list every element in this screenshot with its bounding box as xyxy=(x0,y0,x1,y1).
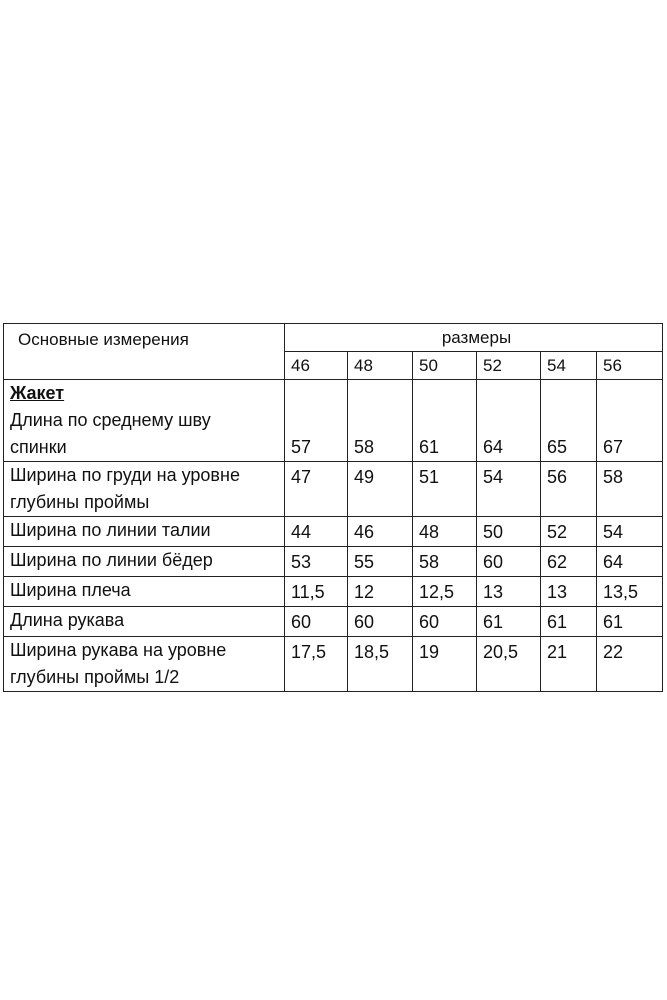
measurement-label xyxy=(4,577,285,607)
value-cell-size-54: 62 xyxy=(541,547,597,577)
value-cell-size-56: 58 xyxy=(597,462,663,517)
value-cell-size-56: 61 xyxy=(597,607,663,637)
table-row xyxy=(4,577,663,607)
header-measurements-label: Основные измерения xyxy=(4,324,285,380)
size-header-54: 54 xyxy=(541,352,597,380)
size-header-46: 46 xyxy=(285,352,348,380)
value-cell-size-48: 55 xyxy=(348,547,413,577)
value-cell-size-50: 51 xyxy=(413,462,477,517)
measurement-label-line: Ширина плеча xyxy=(10,580,131,600)
table-row xyxy=(4,517,663,547)
measurement-label xyxy=(4,607,285,637)
measurement-label xyxy=(4,380,285,462)
measurement-label xyxy=(4,547,285,577)
value-cell-size-50: 19 xyxy=(413,637,477,692)
measurement-label-line: Ширина по линии бёдер xyxy=(10,550,213,570)
value-cell-size-46: 60 xyxy=(285,607,348,637)
value-cell-size-48: 58 xyxy=(348,380,413,462)
table-row xyxy=(4,637,663,692)
value-cell-size-46: 17,5 xyxy=(285,637,348,692)
value-cell-size-48: 49 xyxy=(348,462,413,517)
value-cell-size-56: 64 xyxy=(597,547,663,577)
measurement-label-line: Ширина по груди на уровне xyxy=(10,465,240,485)
measurement-label xyxy=(4,462,285,517)
table-row xyxy=(4,607,663,637)
value-cell-size-54: 52 xyxy=(541,517,597,547)
measurement-label-line: Ширина по линии талии xyxy=(10,520,211,540)
value-cell-size-52: 64 xyxy=(477,380,541,462)
value-cell-size-52: 60 xyxy=(477,547,541,577)
measurement-label-line: глубины проймы 1/2 xyxy=(10,667,180,687)
value-cell-size-46: 44 xyxy=(285,517,348,547)
value-cell-size-50: 48 xyxy=(413,517,477,547)
value-cell-size-50: 58 xyxy=(413,547,477,577)
value-cell-size-54: 56 xyxy=(541,462,597,517)
value-cell-size-50: 12,5 xyxy=(413,577,477,607)
value-cell-size-46: 47 xyxy=(285,462,348,517)
header-row xyxy=(4,324,663,352)
value-cell-size-52: 54 xyxy=(477,462,541,517)
size-header-52: 52 xyxy=(477,352,541,380)
measurement-label xyxy=(4,517,285,547)
value-cell-size-54: 21 xyxy=(541,637,597,692)
measurement-label-line: глубины проймы xyxy=(10,492,150,512)
measurement-label-line: Длина по среднему шву xyxy=(10,410,211,430)
table-row xyxy=(4,380,663,462)
table-row xyxy=(4,462,663,517)
size-header-50: 50 xyxy=(413,352,477,380)
table-body xyxy=(4,324,663,692)
measurement-label-line: Ширина рукава на уровне xyxy=(10,640,227,660)
measurement-label xyxy=(4,637,285,692)
value-cell-size-48: 60 xyxy=(348,607,413,637)
value-cell-size-48: 46 xyxy=(348,517,413,547)
value-cell-size-56: 22 xyxy=(597,637,663,692)
value-cell-size-46: 11,5 xyxy=(285,577,348,607)
value-cell-size-56: 67 xyxy=(597,380,663,462)
size-chart-table xyxy=(3,323,663,692)
value-cell-size-48: 18,5 xyxy=(348,637,413,692)
value-cell-size-50: 61 xyxy=(413,380,477,462)
value-cell-size-52: 20,5 xyxy=(477,637,541,692)
measurement-label-line: спинки xyxy=(10,437,67,457)
size-header-56: 56 xyxy=(597,352,663,380)
value-cell-size-56: 13,5 xyxy=(597,577,663,607)
table-row xyxy=(4,547,663,577)
section-title: Жакет xyxy=(10,383,65,403)
size-header-48: 48 xyxy=(348,352,413,380)
value-cell-size-54: 65 xyxy=(541,380,597,462)
value-cell-size-54: 61 xyxy=(541,607,597,637)
measurement-label-line: Длина рукава xyxy=(10,610,125,630)
value-cell-size-56: 54 xyxy=(597,517,663,547)
value-cell-size-50: 60 xyxy=(413,607,477,637)
value-cell-size-46: 53 xyxy=(285,547,348,577)
value-cell-size-54: 13 xyxy=(541,577,597,607)
value-cell-size-52: 61 xyxy=(477,607,541,637)
value-cell-size-48: 12 xyxy=(348,577,413,607)
value-cell-size-46: 57 xyxy=(285,380,348,462)
value-cell-size-52: 50 xyxy=(477,517,541,547)
value-cell-size-52: 13 xyxy=(477,577,541,607)
header-sizes-label: размеры xyxy=(285,324,663,352)
